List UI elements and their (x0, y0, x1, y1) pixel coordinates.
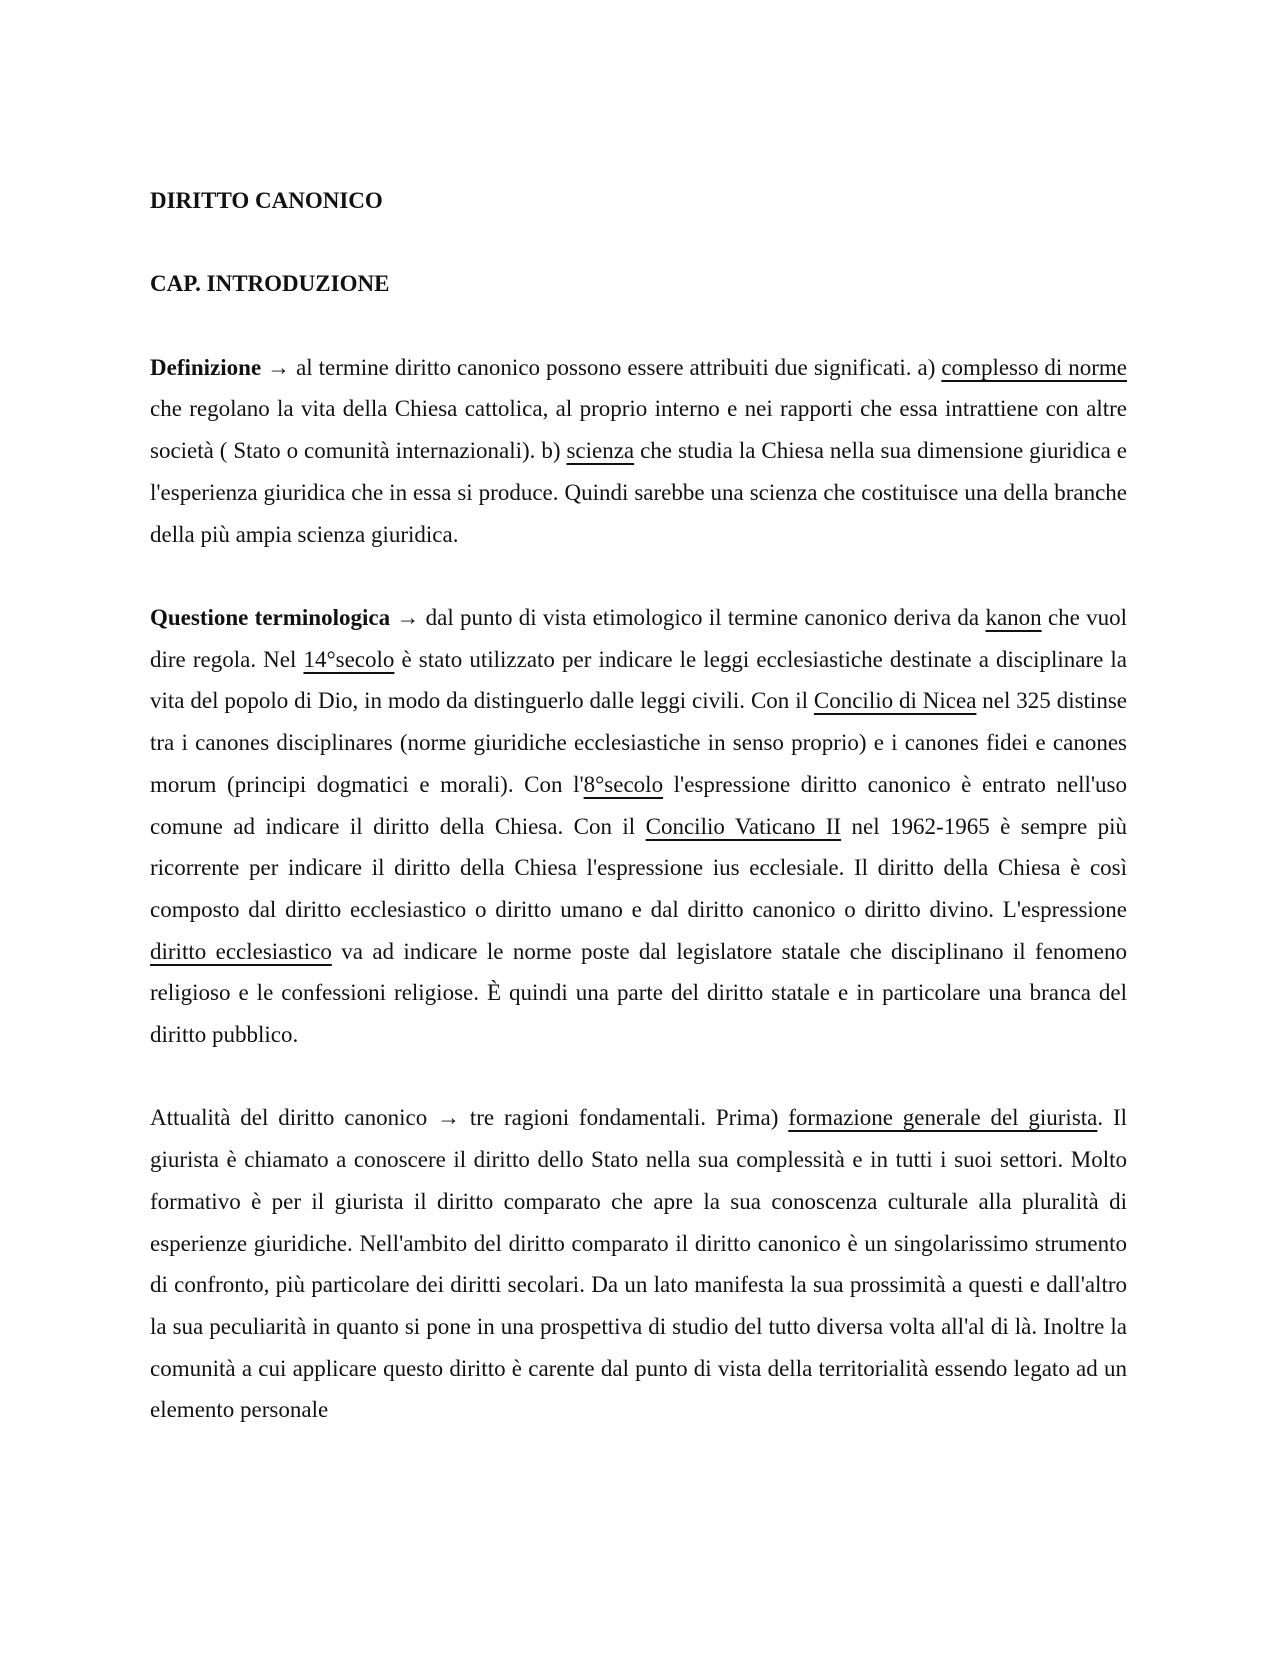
underlined-term: 14°secolo (303, 646, 395, 672)
chapter-heading: CAP. INTRODUZIONE (150, 271, 390, 297)
document-page (150, 180, 1127, 1431)
underlined-term: complesso di norme (941, 354, 1128, 380)
arrow-icon: → (396, 604, 420, 630)
paragraph-definizione: Definizione → al termine diritto canonico possono essere attribuiti due significati. a) complesso di norme che regolano la vita della Chiesa cattolica, al proprio interno e nei rapporti che essa intrattiene con altre società ( Stato o comunità internazionali). b) scienza che studia la Chiesa nella sua dimensione giuridica e l'esperienza giuridica che in essa si produce. Quindi sarebbe una scienza che costituisce una della branche della più ampia scienza giuridica. (150, 354, 1128, 547)
underlined-term: formazione generale del giurista (788, 1105, 1098, 1131)
underlined-term: Concilio Vaticano II (645, 813, 842, 839)
underlined-term: 8°secolo (583, 771, 664, 797)
underlined-term: diritto ecclesiastico (150, 938, 332, 964)
underlined-term: kanon (985, 604, 1042, 630)
term-attualita: Attualità del diritto canonico (150, 1105, 428, 1131)
underlined-term: Concilio di Nicea (813, 688, 977, 714)
arrow-icon: → (267, 354, 291, 380)
arrow-icon: → (437, 1105, 461, 1131)
document-title: DIRITTO CANONICO (150, 188, 383, 213)
blank-line (150, 1056, 1127, 1098)
paragraph-questione-terminologica: Questione terminologica → dal punto di vista etimologico il termine canonico deriva da kanon che vuol dire regola. Nel 14°secolo è stato utilizzato per indicare le leggi ecclesiastiche destinate a disciplinare la vita del popolo di Dio, in modo da distinguerlo dalle leggi civili. Con il Concilio di Nicea nel 325 distinse tra i canones disciplinares (norme giuridiche ecclesiastiche in senso proprio) e i canones fidei e canones morum (principi dogmatici e morali). Con l'8°secolo l'espressione diritto canonico è entrato nell'uso comune ad indicare il diritto della Chiesa. Con il Concilio Vaticano II nel 1962-1965 è sempre più ricorrente per indicare il diritto della Chiesa l'espressione ius ecclesiale. Il diritto della Chiesa è così composto dal diritto ecclesiastico o diritto umano e dal diritto canonico o diritto divino. L'espressione diritto ecclesiastico va ad indicare le norme poste dal legislatore statale che disciplinano il fenomeno religioso e le confessioni religiose. È quindi una parte del diritto statale e in particolare una branca del diritto pubblico. (150, 604, 1128, 1048)
paragraph-attualita: Attualità del diritto canonico → tre ragioni fondamentali. Prima) formazione generale del giurista. Il giurista è chiamato a conoscere il diritto dello Stato nella sua complessità e in tutti i suoi settori. Molto formativo è per il giurista il diritto comparato che apre la sua conoscenza culturale alla pluralità di esperienze giuridiche. Nell'ambito del diritto comparato il diritto canonico è un singolarissimo strumento di confronto, più particolare dei diritti secolari. Da un lato manifesta la sua prossimità a questi e dall'altro la sua peculiarità in quanto si pone in una prospettiva di studio del tutto diversa volta all'al di là. Inoltre la comunità a cui applicare questo diritto è carente dal punto di vista della territorialità essendo legato ad un elemento personale (150, 1105, 1127, 1423)
blank-line (150, 222, 1127, 264)
blank-line (150, 555, 1127, 597)
blank-line (150, 305, 1127, 347)
underlined-term: scienza (566, 438, 635, 464)
term-definizione: Definizione (150, 354, 262, 380)
term-questione-terminologica: Questione terminologica (150, 604, 391, 630)
